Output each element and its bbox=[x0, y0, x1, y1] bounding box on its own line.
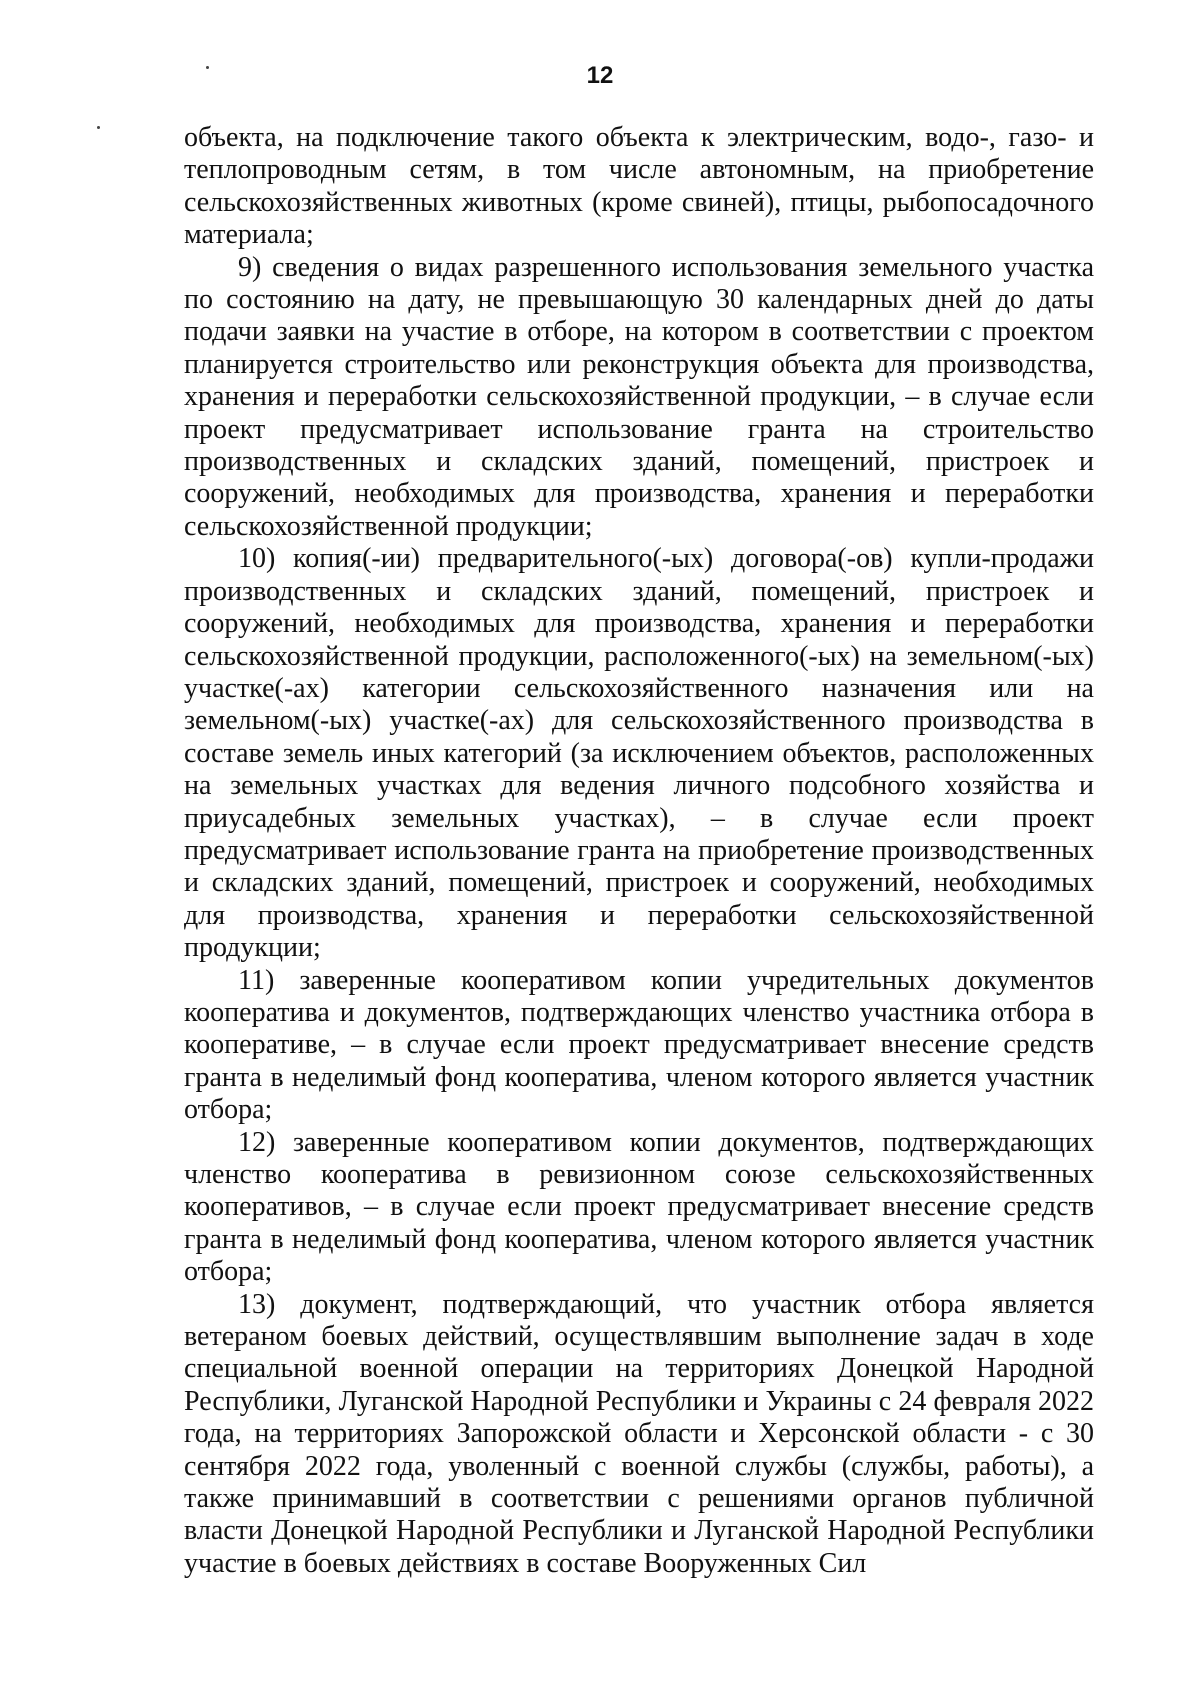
scan-speck bbox=[97, 126, 100, 129]
document-body bbox=[184, 122, 1094, 1580]
paragraph-item-11: 11) заверенные кооперативом копии учредительных документов кооператива и документов, подтверждающих членство участника отбора в кооперативе, – в случае если проект предусматривает внесение средств гранта в неделимый фонд кооператива, членом которого является участник отбора; bbox=[184, 964, 1094, 1126]
paragraph-item-9: 9) сведения о видах разрешенного использования земельного участка по состоянию на дату, не превышающую 30 календарных дней до даты подачи заявки на участие в отборе, на котором в соответствии с проектом планируется строительство или реконструкция объекта для производства, хранения и переработки сельскохозяйственной продукции, – в случае если проект предусматривает использование гранта на строительство производственных и складских зданий, помещений, пристроек и сооружений, необходимых для производства, хранения и переработки сельскохозяйственной продукции; bbox=[184, 251, 1094, 542]
scan-speck bbox=[206, 66, 209, 69]
paragraph-item-12: 12) заверенные кооперативом копии документов, подтверждающих членство кооператива в ревизионном союзе сельскохозяйственных кооперативов, – в случае если проект предусматривает внесение средств гранта в неделимый фонд кооператива, членом которого является участник отбора; bbox=[184, 1126, 1094, 1288]
page-number: 12 bbox=[586, 62, 614, 89]
paragraph-item-13: 13) документ, подтверждающий, что участник отбора является ветераном боевых действий, осуществлявшим выполнение задач в ходе специальной военной операции на территориях Донецкой Народной Республики, Луганской Народной Республики и Украины с 24 февраля 2022 года, на территориях Запорожской области и Херсонской области - с 30 сентября 2022 года, уволенный с военной службы (службы, работы), а также принимавший в соответствии с решениями органов публичной власти Донецкой Народной Республики и Луганской Народной Республики участие в боевых действиях в составе Вооруженных Сил bbox=[184, 1288, 1094, 1579]
paragraph-item-10: 10) копия(-ии) предварительного(-ых) договора(-ов) купли-продажи производственных и складских зданий, помещений, пристроек и сооружений, необходимых для производства, хранения и переработки сельскохозяйственной продукции, расположенного(-ых) на земельном(-ых) участке(-ах) категории сельскохозяйственного назначения или на земельном(-ых) участке(-ах) для сельскохозяйственного производства в составе земель иных категорий (за исключением объектов, расположенных на земельных участках для ведения личного подсобного хозяйства и приусадебных земельных участках), – в случае если проект предусматривает использование гранта на приобретение производственных и складских зданий, помещений, пристроек и сооружений, необходимых для производства, хранения и переработки сельскохозяйственной продукции; bbox=[184, 543, 1094, 964]
paragraph-continuation: объекта, на подключение такого объекта к электрическим, водо-, газо- и теплопроводным сетям, в том числе автономным, на приобретение сельскохозяйственных животных (кроме свиней), птицы, рыбопосадочного материала; bbox=[184, 122, 1094, 251]
